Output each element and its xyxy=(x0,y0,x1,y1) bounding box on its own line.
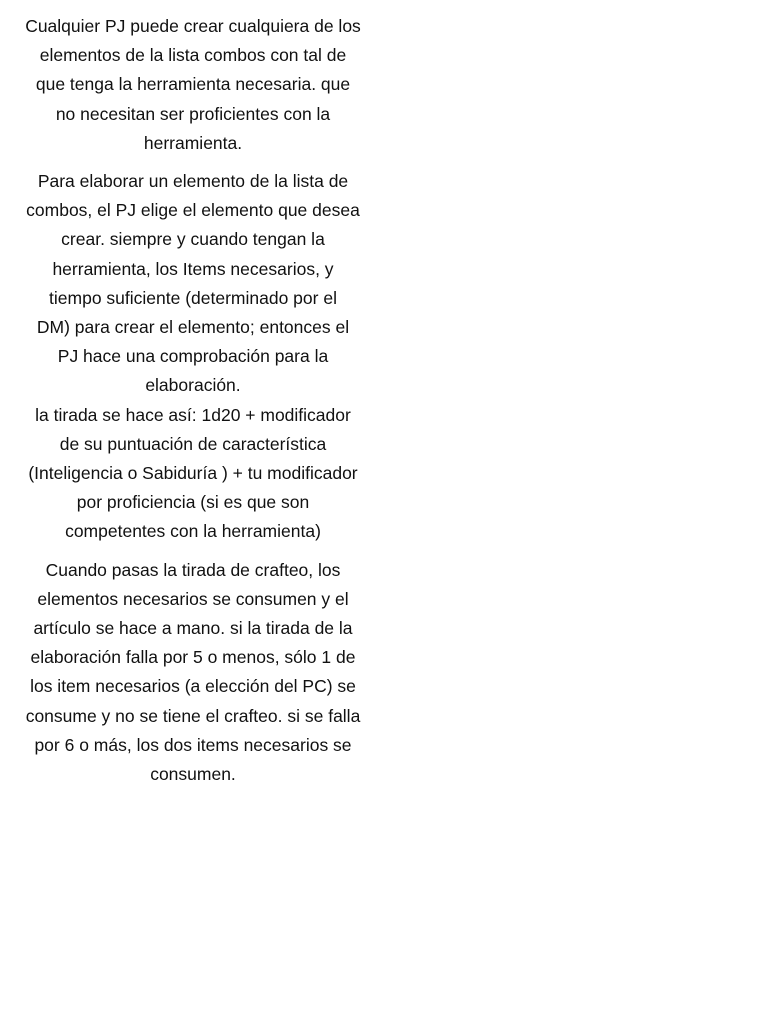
text-line: elaboración falla por 5 o menos, sólo 1 de xyxy=(30,647,356,668)
paragraph-crafting-check xyxy=(18,167,368,547)
text-line: tiempo suficiente (determinado por el xyxy=(49,287,337,308)
text-line: de su puntuación de característica xyxy=(59,433,327,454)
text-line: no necesitan ser proficientes con la xyxy=(55,103,331,124)
text-line: Cualquier PJ puede crear cualquiera de los xyxy=(25,16,361,36)
document-text xyxy=(18,12,368,789)
text-line: elementos necesarios se consumen y el xyxy=(37,588,349,609)
text-line: consumen. xyxy=(150,764,236,785)
text-line: los item necesarios (a elección del PC) se xyxy=(30,676,356,697)
paragraph-gap xyxy=(18,158,368,167)
text-line: por proficiencia (si es que son xyxy=(76,492,310,513)
text-line: que tenga la herramienta necesaria. que xyxy=(35,74,351,95)
text-line: herramienta. xyxy=(143,132,243,153)
text-line: crear. siempre y cuando tengan la xyxy=(61,229,325,250)
text-line: PJ hace una comprobación para la xyxy=(57,346,329,367)
text-line: DM) para crear el elemento; entonces el xyxy=(36,317,350,338)
text-line: combos, el PJ elige el elemento que desea xyxy=(26,200,360,221)
text-line: por 6 o más, los dos items necesarios se xyxy=(34,734,352,755)
text-line: herramienta, los Items necesarios, y xyxy=(52,258,334,279)
text-line: Para elaborar un elemento de la lista de xyxy=(37,171,349,192)
text-line: (Inteligencia o Sabiduría ) + tu modificador xyxy=(28,463,358,484)
text-line: competentes con la herramienta) xyxy=(65,521,321,542)
paragraph-crafting-result xyxy=(18,556,368,790)
text-line: elementos de la lista combos con tal de xyxy=(39,45,347,66)
text-line: Cuando pasas la tirada de crafteo, los xyxy=(45,559,341,580)
paragraph-gap xyxy=(18,547,368,556)
text-line: elaboración. xyxy=(145,375,241,396)
text-line: consume y no se tiene el crafteo. si se falla xyxy=(25,705,361,726)
text-line: la tirada se hace así: 1d20 + modificador xyxy=(35,404,351,425)
text-line: artículo se hace a mano. si la tirada de la xyxy=(33,618,353,639)
paragraph-intro xyxy=(18,12,368,158)
